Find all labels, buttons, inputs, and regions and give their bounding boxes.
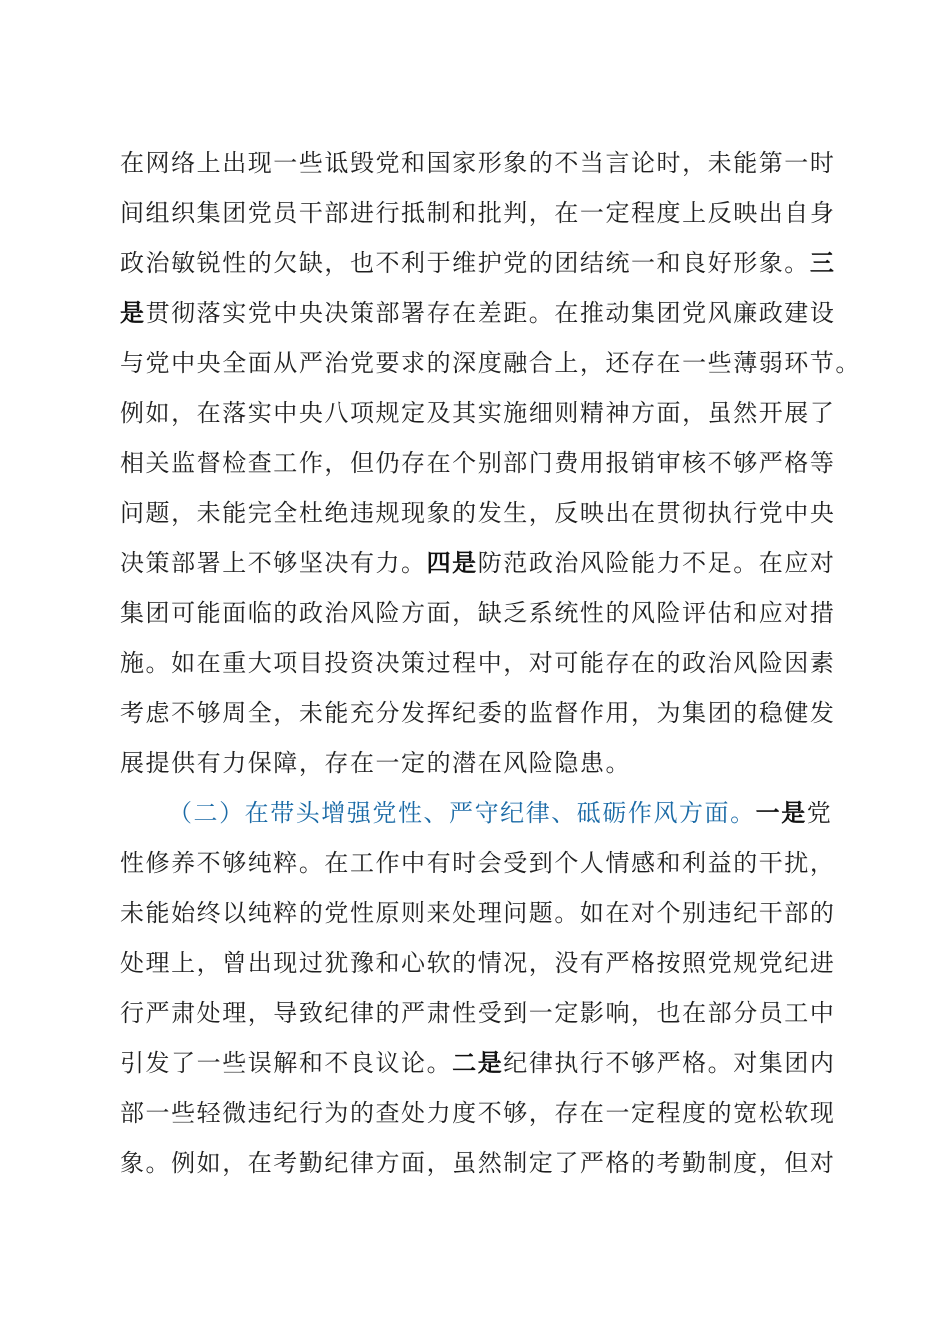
text-line [120,943,840,983]
text-line [120,393,840,433]
text-line [120,743,840,783]
text-run: 展提供有力保障，存在一定的潜在风险隐患。 [120,749,631,777]
text-run: 部一些轻微违纪行为的查处力度不够，存在一定程度的宽松软现 [120,1099,836,1127]
bold-text-run: 三 [809,249,836,277]
text-line [120,993,840,1033]
text-run: 党 [806,799,833,827]
text-run: 施。如在重大项目投资决策过程中，对可能存在的政治风险因素 [120,649,836,677]
text-line [120,1043,840,1083]
text-run: 纪律执行不够严格。对集团内 [503,1049,836,1077]
section-heading-line [168,793,840,833]
text-run: 贯彻落实党中央决策部署存在差距。在推动集团党风廉政建设 [145,299,836,327]
text-run: 象。例如，在考勤纪律方面，虽然制定了严格的考勤制度，但对 [120,1149,836,1177]
text-line [120,143,840,183]
text-run: 引发了一些误解和不良议论。 [120,1049,453,1077]
text-line [120,643,840,683]
text-run: 问题，未能完全杜绝违规现象的发生，反映出在贯彻执行党中央 [120,499,836,527]
text-line [120,193,840,233]
bold-text-run: 是 [120,299,146,327]
bold-text-run: 一是 [755,799,807,827]
text-run: 防范政治风险能力不足。在应对 [477,549,836,577]
text-line [120,693,840,733]
text-run: 性修养不够纯粹。在工作中有时会受到个人情感和利益的干扰， [120,849,836,877]
text-line [120,543,840,583]
text-run: 决策部署上不够坚决有力。 [120,549,427,577]
text-line [120,893,840,933]
text-line [120,843,840,883]
text-line [120,443,840,483]
text-line [120,493,840,533]
section-heading: （二）在带头增强党性、严守纪律、砥砺作风方面。 [168,799,756,827]
text-run: 相关监督检查工作，但仍存在个别部门费用报销审核不够严格等 [120,449,836,477]
text-line [120,1143,840,1183]
text-run: 考虑不够周全，未能充分发挥纪委的监督作用，为集团的稳健发 [120,699,836,727]
text-run: 在网络上出现一些诋毁党和国家形象的不当言论时，未能第一时 [120,149,836,177]
text-run: 政治敏锐性的欠缺，也不利于维护党的团结统一和良好形象。 [120,249,810,277]
bold-text-run: 四是 [426,549,478,577]
text-run: 例如，在落实中央八项规定及其实施细则精神方面，虽然开展了 [120,399,836,427]
text-run: 集团可能面临的政治风险方面，缺乏系统性的风险评估和应对措 [120,599,836,627]
text-line [120,293,840,333]
text-run: 与党中央全面从严治党要求的深度融合上，还存在一些薄弱环节。 [120,349,861,377]
text-run: 行严肃处理，导致纪律的严肃性受到一定影响，也在部分员工中 [120,999,836,1027]
bold-text-run: 二是 [452,1049,504,1077]
text-run: 未能始终以纯粹的党性原则来处理问题。如在对个别违纪干部的 [120,899,836,927]
text-run: 间组织集团党员干部进行抵制和批判，在一定程度上反映出自身 [120,199,836,227]
text-line [120,1093,840,1133]
text-line [120,343,861,383]
text-line [120,243,840,283]
text-line [120,593,840,633]
text-run: 处理上，曾出现过犹豫和心软的情况，没有严格按照党规党纪进 [120,949,836,977]
